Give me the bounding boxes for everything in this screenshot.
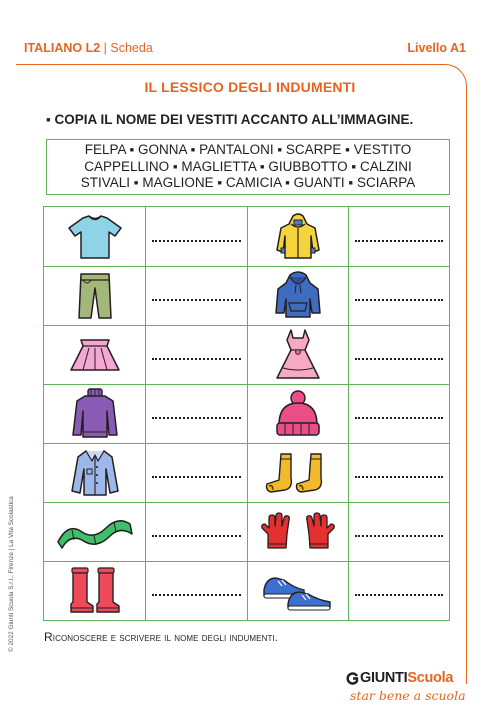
- sweater-icon: [69, 387, 121, 441]
- answer-cell[interactable]: [146, 443, 248, 502]
- picture-cell: [43, 266, 146, 325]
- answer-cell[interactable]: [349, 266, 450, 325]
- logo-tagline: star bene a scuola: [350, 688, 466, 703]
- picture-cell: [248, 266, 349, 325]
- logo-brand: GIUNTI: [360, 670, 408, 686]
- answer-cell[interactable]: [146, 561, 248, 620]
- table-row: [43, 207, 450, 267]
- answer-cell[interactable]: [146, 266, 248, 325]
- word-bank-line: FELPA ▪ GONNA ▪ PANTALONI ▪ SCARPE ▪ VESTITO: [84, 142, 412, 158]
- publisher-logo: [346, 670, 476, 710]
- beanie-icon: [271, 389, 325, 439]
- picture-cell: [248, 384, 349, 443]
- answer-cell[interactable]: [349, 207, 450, 266]
- word-bank: [46, 139, 450, 195]
- boots-icon: [65, 566, 125, 616]
- table-row: [43, 384, 450, 444]
- answer-line[interactable]: [355, 594, 443, 596]
- scarf-icon: [54, 512, 136, 552]
- picture-cell: [248, 561, 349, 620]
- answer-line[interactable]: [152, 594, 241, 596]
- answer-cell[interactable]: [349, 443, 450, 502]
- answer-line[interactable]: [355, 476, 443, 478]
- g-logo-icon: [346, 672, 359, 685]
- picture-cell: [248, 207, 349, 266]
- footer-initial: R: [44, 630, 53, 644]
- level-label: Livello A1: [407, 41, 466, 55]
- picture-cell: [248, 502, 349, 561]
- t-shirt-icon: [65, 214, 125, 260]
- table-row: [43, 502, 450, 562]
- answer-line[interactable]: [152, 240, 241, 242]
- exercise-grid: [43, 206, 450, 621]
- answer-cell[interactable]: [349, 384, 450, 443]
- answer-cell[interactable]: [146, 502, 248, 561]
- answer-line[interactable]: [152, 358, 241, 360]
- picture-cell: [248, 443, 349, 502]
- hoodie-icon: [272, 271, 324, 321]
- picture-cell: [248, 325, 349, 384]
- shirt-icon: [68, 447, 122, 499]
- instruction-text: ▪ COPIA IL NOME DEI VESTITI ACCANTO ALL’IMMAGINE.: [46, 112, 414, 127]
- trousers-icon: [73, 270, 117, 322]
- picture-cell: [43, 207, 146, 266]
- socks-icon: [263, 450, 333, 496]
- table-row: [43, 443, 450, 503]
- picture-cell: [43, 561, 146, 620]
- word-bank-line: STIVALI ▪ MAGLIONE ▪ CAMICIA ▪ GUANTI ▪ SCIARPA: [80, 175, 416, 191]
- raincoat-icon: [273, 212, 323, 262]
- answer-line[interactable]: [355, 299, 443, 301]
- answer-line[interactable]: [152, 417, 241, 419]
- picture-cell: [43, 502, 146, 561]
- skirt-icon: [67, 336, 123, 374]
- answer-cell[interactable]: [349, 502, 450, 561]
- answer-cell[interactable]: [349, 325, 450, 384]
- answer-line[interactable]: [355, 417, 443, 419]
- answer-line[interactable]: [152, 476, 241, 478]
- logo-wordmark: [360, 670, 453, 686]
- page-title: IL LESSICO DEGLI INDUMENTI: [144, 79, 356, 95]
- sheet-type-label: Scheda: [110, 41, 153, 55]
- table-row: [43, 561, 450, 621]
- answer-line[interactable]: [152, 535, 241, 537]
- picture-cell: [43, 325, 146, 384]
- answer-line[interactable]: [355, 358, 443, 360]
- logo-brand-accent: Scuola: [407, 670, 454, 686]
- table-row: [43, 266, 450, 326]
- footer-instruction: [44, 630, 278, 644]
- table-row: [43, 325, 450, 385]
- subject-label: ITALIANO L2: [24, 41, 101, 55]
- answer-line[interactable]: [355, 240, 443, 242]
- picture-cell: [43, 443, 146, 502]
- footer-rest: iconoscere e scrivere il nome degli indumenti.: [52, 632, 278, 644]
- answer-cell[interactable]: [349, 561, 450, 620]
- picture-cell: [43, 384, 146, 443]
- answer-cell[interactable]: [146, 325, 248, 384]
- answer-line[interactable]: [152, 299, 241, 301]
- copyright-notice: © 2022 Giunti Scuola S.r.l., Firenze | La Vita Scolastica: [8, 496, 15, 652]
- answer-line[interactable]: [355, 535, 443, 537]
- answer-cell[interactable]: [146, 207, 248, 266]
- header-separator: |: [103, 41, 107, 55]
- header-subject: [24, 41, 153, 55]
- word-bank-line: CAPPELLINO ▪ MAGLIETTA ▪ GIUBBOTTO ▪ CALZINI: [84, 158, 412, 174]
- answer-cell[interactable]: [146, 384, 248, 443]
- gloves-icon: [258, 512, 338, 552]
- dress-icon: [273, 328, 323, 382]
- sneakers-icon: [260, 568, 336, 614]
